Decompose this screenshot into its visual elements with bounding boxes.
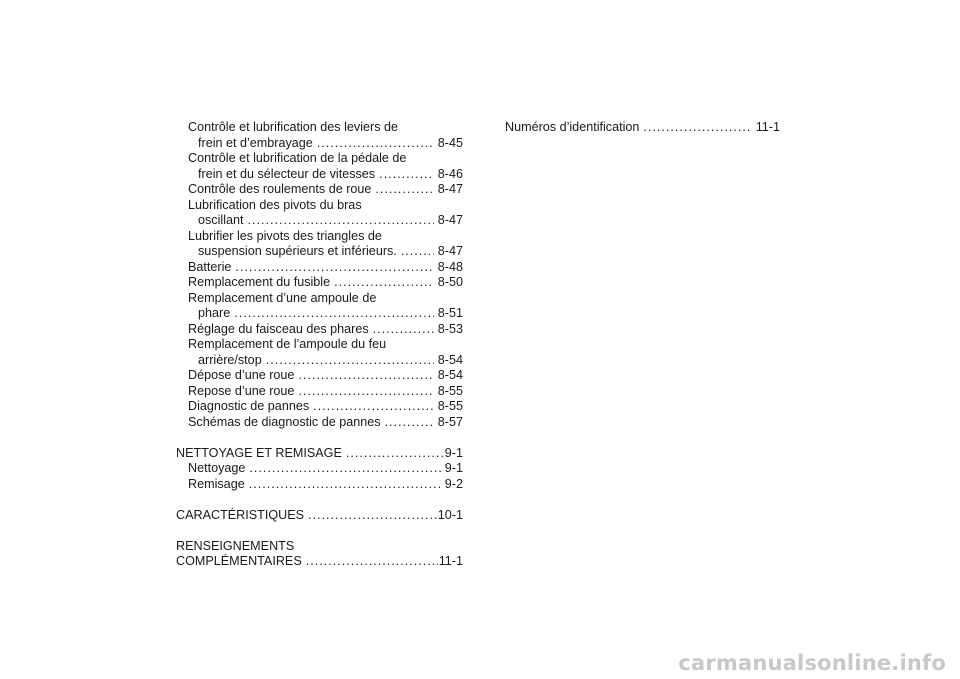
toc-page-number: 9-1 xyxy=(444,461,463,475)
toc-entry[interactable] xyxy=(176,182,463,198)
toc-section-heading[interactable] xyxy=(176,508,463,524)
toc-entry-text: Contrôle et lubrification des leviers de xyxy=(188,120,399,134)
dot-leader xyxy=(235,260,433,276)
spacer xyxy=(176,492,463,508)
toc-section-heading[interactable] xyxy=(176,446,463,462)
toc-page-number: 11-1 xyxy=(438,554,463,568)
toc-page-number: 8-50 xyxy=(437,275,463,289)
toc-entry-text: frein et du sélecteur de vitesses xyxy=(198,166,376,181)
dot-leader xyxy=(308,508,437,524)
dot-leader xyxy=(234,306,434,322)
toc-page-number: 8-55 xyxy=(437,383,463,398)
toc-entry-text: Numéros d’identification xyxy=(505,120,640,134)
toc-entry-line xyxy=(176,198,463,214)
toc-entry-line xyxy=(176,337,463,353)
toc-entry-text: Réglage du faisceau des phares xyxy=(188,321,369,336)
dot-leader xyxy=(379,167,434,183)
dot-leader xyxy=(298,384,433,400)
toc-entry[interactable] xyxy=(176,322,463,338)
toc-page-number: 8-53 xyxy=(437,321,463,336)
toc-entry-line xyxy=(176,120,463,136)
toc-entry-text: Lubrifier les pivots des triangles de xyxy=(188,228,382,243)
toc-entry[interactable] xyxy=(176,167,463,183)
toc-section-text: NETTOYAGE ET REMISAGE xyxy=(176,445,342,460)
toc-entry-text: Remplacement du fusible xyxy=(188,275,331,289)
toc-entry-text: Repose d’une roue xyxy=(188,383,295,398)
toc-entry-text: Dépose d’une roue xyxy=(188,368,295,382)
dot-leader xyxy=(643,120,751,136)
dot-leader xyxy=(346,446,444,462)
toc-entry[interactable] xyxy=(176,136,463,152)
toc-entry-text: arrière/stop xyxy=(198,352,262,367)
toc-page-number: 10-1 xyxy=(437,507,463,522)
watermark-logo: carmanualsonline.info xyxy=(678,651,946,675)
spacer xyxy=(176,430,463,446)
dot-leader xyxy=(248,213,434,229)
dot-leader xyxy=(373,322,434,338)
toc-entry[interactable] xyxy=(176,306,463,322)
toc-entry-line xyxy=(176,291,463,307)
toc-entry[interactable] xyxy=(176,213,463,229)
toc-page-number: 8-51 xyxy=(437,306,463,320)
toc-entry-text: Contrôle des roulements de roue xyxy=(188,182,372,196)
toc-left-column xyxy=(176,120,463,570)
dot-leader xyxy=(249,477,441,493)
toc-entry-text: Diagnostic de pannes xyxy=(188,399,310,413)
toc-page-number: 8-46 xyxy=(437,166,463,181)
toc-page-number: 8-57 xyxy=(437,414,463,429)
dot-leader xyxy=(266,353,434,369)
toc-page-number: 8-54 xyxy=(437,352,463,367)
toc-entry-text: Contrôle et lubrification de la pédale de xyxy=(188,151,407,165)
dot-leader xyxy=(317,136,434,152)
toc-entry-text: Remplacement de l’ampoule du feu xyxy=(188,337,387,351)
toc-entry[interactable] xyxy=(176,384,463,400)
toc-right-column xyxy=(505,120,780,136)
toc-page-number: 11-1 xyxy=(755,120,780,134)
toc-entry[interactable] xyxy=(176,260,463,276)
spacer xyxy=(176,523,463,539)
dot-leader xyxy=(385,415,434,431)
toc-page-number: 8-47 xyxy=(437,182,463,196)
toc-entry-line xyxy=(176,229,463,245)
toc-entry-text: Remisage xyxy=(188,476,245,491)
toc-entry[interactable] xyxy=(176,477,463,493)
toc-entry-text: phare xyxy=(198,306,231,320)
toc-page-number: 9-1 xyxy=(444,445,463,460)
toc-page-number: 9-2 xyxy=(444,476,463,491)
toc-entry[interactable] xyxy=(176,368,463,384)
toc-entry[interactable] xyxy=(176,244,463,260)
toc-section-text: RENSEIGNEMENTS xyxy=(176,538,295,553)
toc-section-heading[interactable] xyxy=(176,554,463,570)
toc-entry-text: Batterie xyxy=(188,259,232,274)
toc-entry-text: frein et d’embrayage xyxy=(198,135,313,150)
toc-entry[interactable] xyxy=(176,399,463,415)
toc-entry-text: Schémas de diagnostic de pannes xyxy=(188,414,381,429)
toc-entry[interactable] xyxy=(505,120,780,136)
toc-entry-text: Lubrification des pivots du bras xyxy=(188,197,362,212)
toc-entry[interactable] xyxy=(176,461,463,477)
toc-page-number: 8-45 xyxy=(437,135,463,150)
toc-entry[interactable] xyxy=(176,275,463,291)
dot-leader xyxy=(313,399,434,415)
toc-entry-line xyxy=(176,151,463,167)
toc-entry[interactable] xyxy=(176,415,463,431)
toc-entry-text: Nettoyage xyxy=(188,461,246,475)
dot-leader xyxy=(401,244,434,260)
dot-leader xyxy=(334,275,434,291)
toc-section-text: CARACTÉRISTIQUES xyxy=(176,507,305,522)
toc-entry-text: Remplacement d’une ampoule de xyxy=(188,290,377,305)
toc-page-number: 8-48 xyxy=(437,259,463,274)
toc-entry-text: suspension supérieurs et inférieurs. xyxy=(198,244,397,258)
dot-leader xyxy=(298,368,433,384)
toc-page-number: 8-55 xyxy=(437,399,463,413)
toc-section-heading-line xyxy=(176,539,463,555)
toc-entry-text: oscillant xyxy=(198,213,244,227)
toc-section-text: COMPLÉMENTAIRES xyxy=(176,554,302,568)
toc-page-number: 8-54 xyxy=(437,368,463,382)
toc-entry[interactable] xyxy=(176,353,463,369)
dot-leader xyxy=(249,461,440,477)
dot-leader xyxy=(375,182,433,198)
toc-page-number: 8-47 xyxy=(437,244,463,258)
dot-leader xyxy=(306,554,438,570)
toc-page-number: 8-47 xyxy=(437,213,463,227)
